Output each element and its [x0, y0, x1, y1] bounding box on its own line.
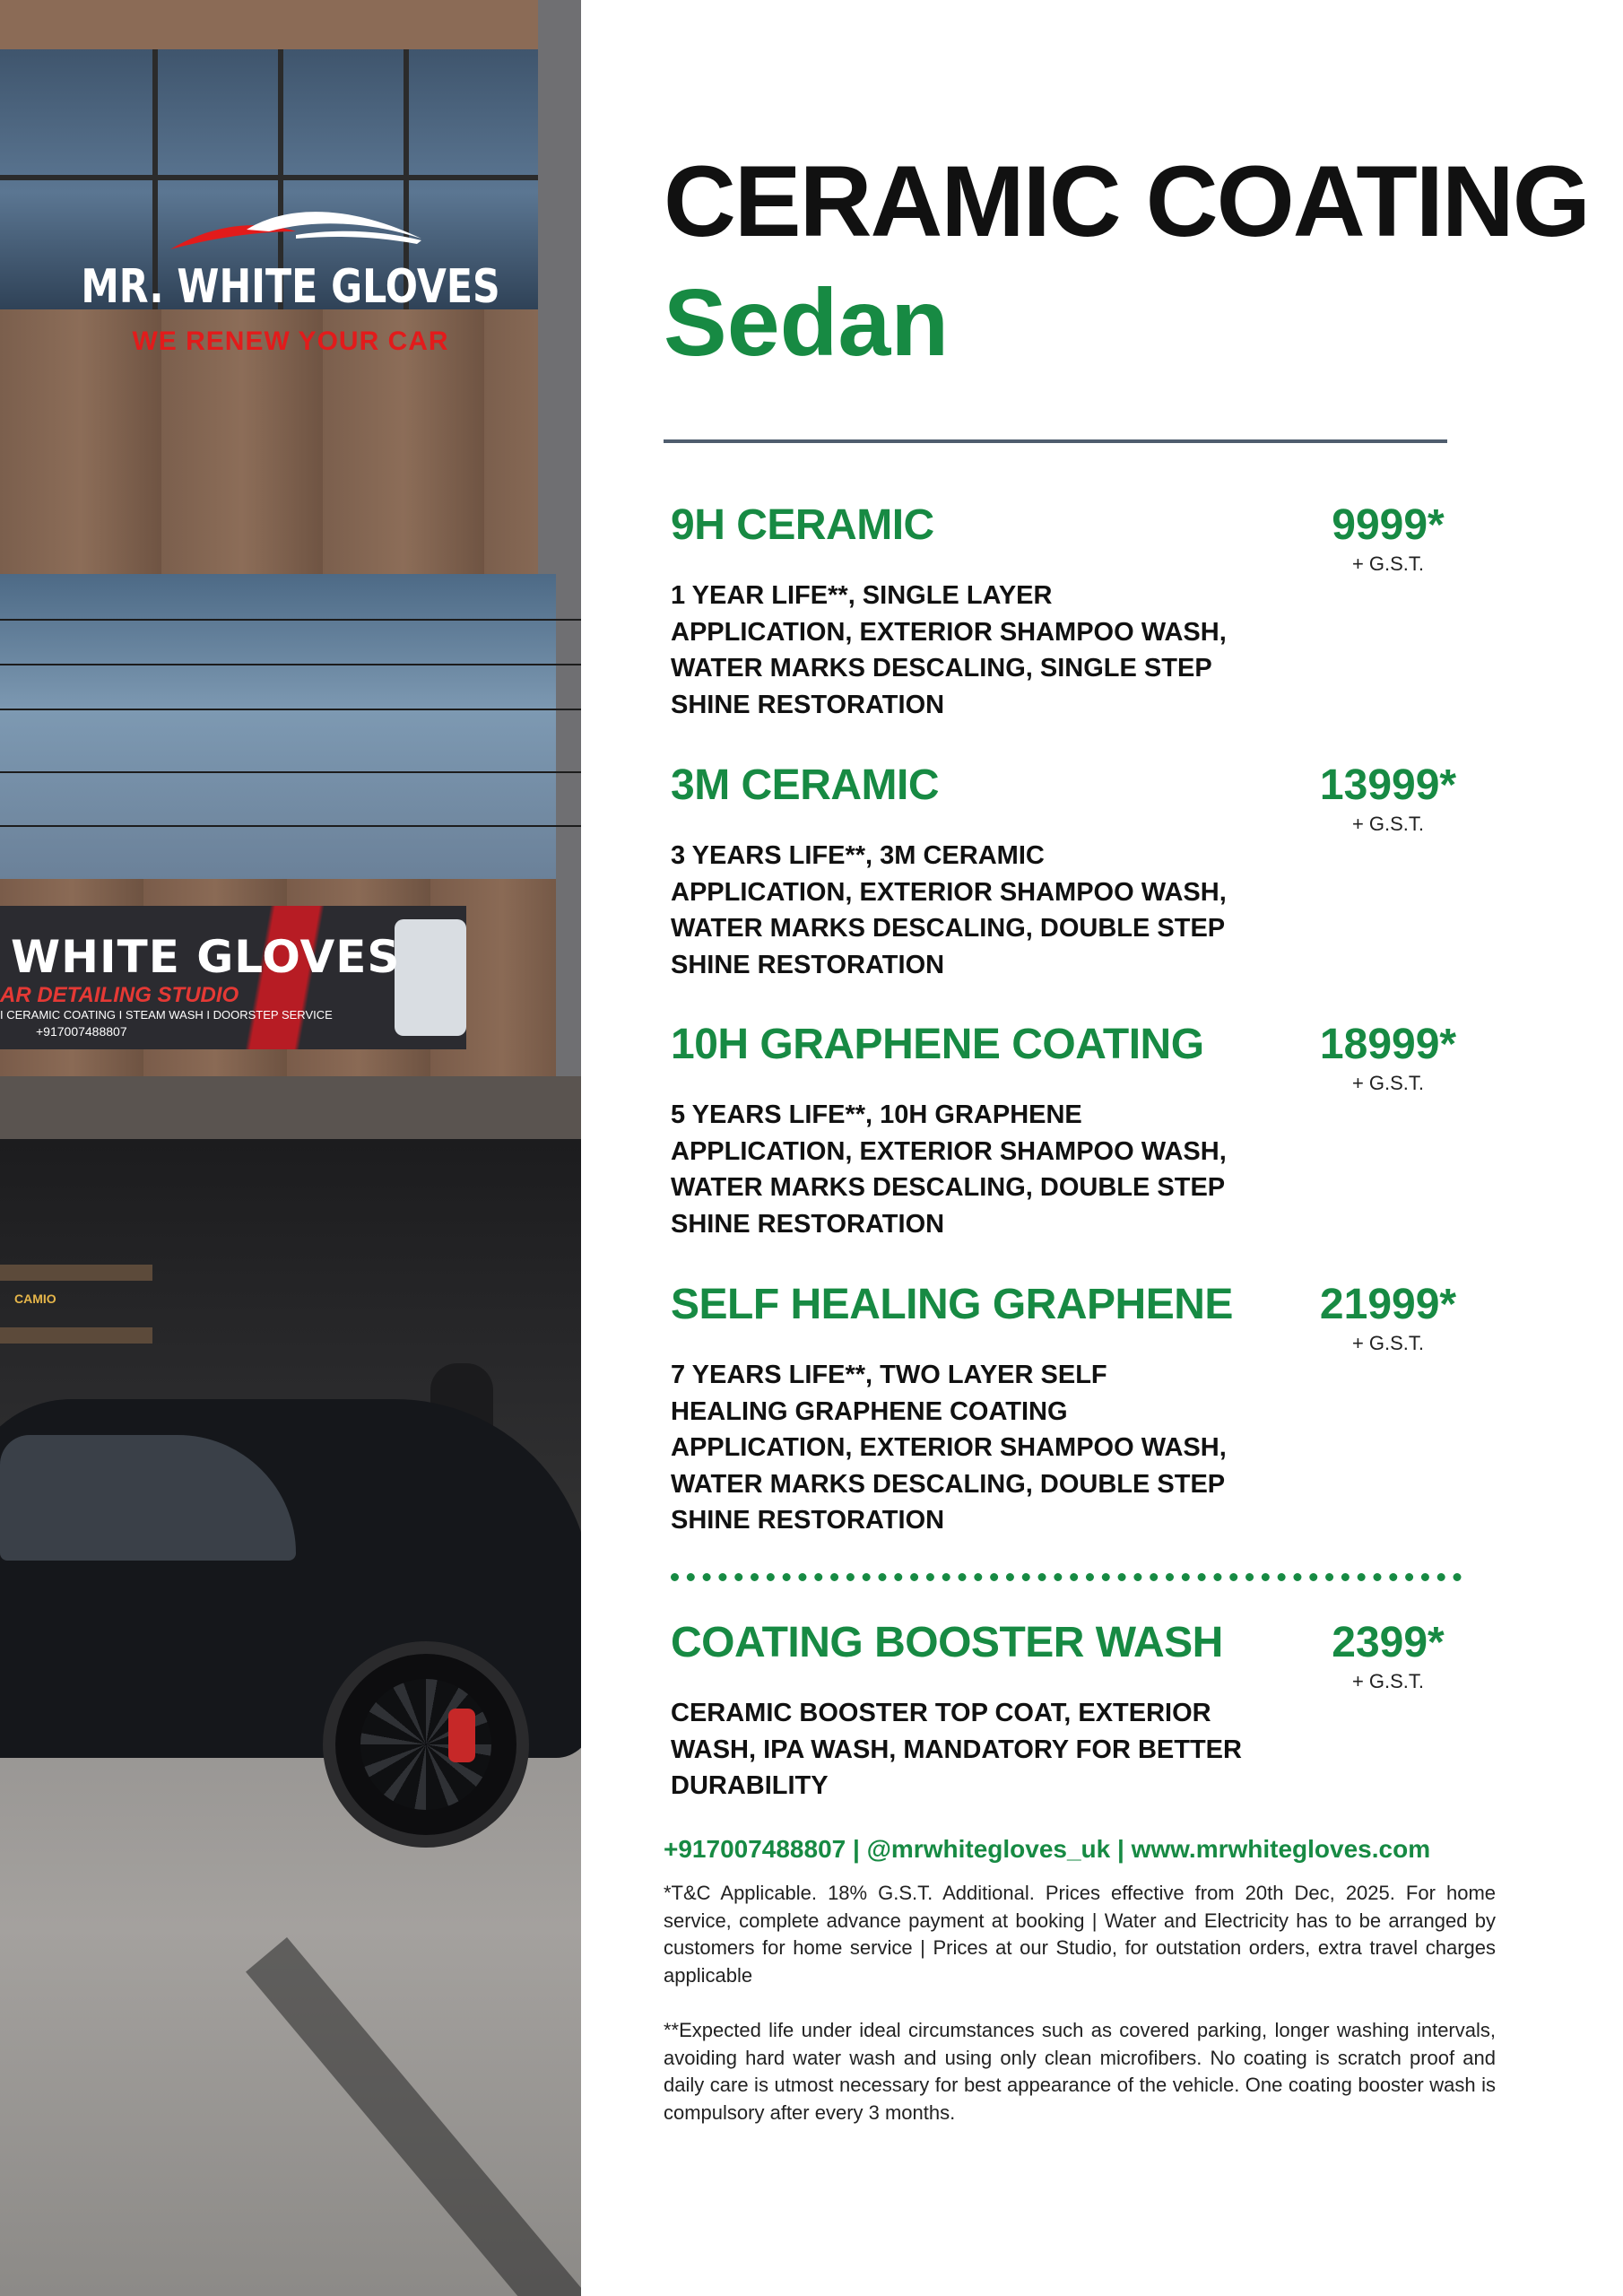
banner-subtitle: AR DETAILING STUDIO	[0, 983, 239, 1007]
service-description: CERAMIC BOOSTER TOP COAT, EXTERIOR WASH, IPA WASH, MANDATORY FOR BETTER DURABILITY	[671, 1699, 1242, 1800]
contact-line: +917007488807 | @mrwhitegloves_uk | www.mrwhitegloves.com	[664, 1835, 1431, 1863]
terms-note: *T&C Applicable. 18% G.S.T. Additional. Prices effective from 20th Dec, 2025. For home service, complete advance payment at booking | Water and Electricity has to be arranged by customers for home service | Prices at our Studio, for outstation orders, extra travel charges applicable	[664, 1882, 1496, 1987]
banner-phone: +917007488807	[36, 1024, 127, 1039]
power-line	[0, 771, 581, 773]
service-description: 1 YEAR LIFE**, SINGLE LAYER APPLICATION, EXTERIOR SHAMPOO WASH, WATER MARKS DESCALING, SINGLE STEP SHINE RESTORATION	[671, 581, 1227, 719]
page-title: CERAMIC COATING	[664, 145, 1589, 257]
banner-services: I CERAMIC COATING I STEAM WASH I DOORSTEP SERVICE	[0, 1008, 333, 1022]
power-line	[0, 825, 581, 827]
power-line	[0, 709, 581, 710]
vehicle-category: Sedan	[664, 270, 950, 376]
service-name: SELF HEALING GRAPHENE	[671, 1281, 1233, 1328]
window-transom	[0, 175, 556, 180]
service-description: 5 YEARS LIFE**, 10H GRAPHENE APPLICATION, EXTERIOR SHAMPOO WASH, WATER MARKS DESCALING, DOUBLE STEP SHINE RESTORATION	[671, 1100, 1227, 1239]
service-price: 2399*	[1332, 1619, 1445, 1666]
service-price: 9999*	[1332, 501, 1445, 549]
service-tax-note: + G.S.T.	[1351, 813, 1425, 835]
expected-life-note: **Expected life under ideal circumstances such as covered parking, longer washing intervals, avoiding hard water wash and using only clean microfibers. No coating is scratch proof and daily care is utmost necessary for best appearance of the vehicle. One coating booster wash is compulsory after every 3 months.	[664, 2019, 1496, 2124]
service-price: 18999*	[1319, 1021, 1457, 1068]
car-swoosh-logo-icon	[161, 204, 430, 258]
product-shelf	[0, 1265, 152, 1281]
title-divider	[664, 439, 1447, 443]
service-description: 7 YEARS LIFE**, TWO LAYER SELF HEALING GRAPHENE COATING APPLICATION, EXTERIOR SHAMPOO WASH, WATER MARKS DESCALING, DOUBLE STEP SHINE RESTORATION	[671, 1361, 1227, 1535]
service-name: 3M CERAMIC	[671, 761, 940, 809]
service-name: 9H CERAMIC	[671, 501, 934, 549]
product-shelf	[0, 1327, 152, 1344]
brand-tagline: WE RENEW YOUR CAR	[132, 326, 449, 356]
service-price: 21999*	[1319, 1281, 1457, 1328]
service-price: 13999*	[1319, 761, 1457, 809]
service-name: 10H GRAPHENE COATING	[671, 1021, 1204, 1068]
shop-sign: CAMIO	[14, 1292, 56, 1306]
service-tax-note: + G.S.T.	[1351, 1072, 1425, 1094]
banner-car-image	[395, 919, 466, 1036]
power-line	[0, 619, 581, 621]
service-description: 3 YEARS LIFE**, 3M CERAMIC APPLICATION, EXTERIOR SHAMPOO WASH, WATER MARKS DESCALING, DOUBLE STEP SHINE RESTORATION	[671, 841, 1227, 979]
brake-caliper	[448, 1709, 475, 1762]
storefront-photo	[0, 0, 581, 2296]
service-tax-note: + G.S.T.	[1351, 1670, 1425, 1692]
entrance-canopy	[0, 1076, 581, 1139]
brand-name: MR. WHITE GLOVES	[81, 260, 500, 314]
power-line	[0, 664, 581, 665]
service-tax-note: + G.S.T.	[1351, 1332, 1425, 1354]
facade-top	[0, 0, 538, 54]
banner-title: WHITE GLOVES	[11, 931, 401, 983]
service-tax-note: + G.S.T.	[1351, 552, 1425, 575]
dotted-divider	[671, 1573, 1462, 1581]
service-name: COATING BOOSTER WASH	[671, 1619, 1223, 1666]
